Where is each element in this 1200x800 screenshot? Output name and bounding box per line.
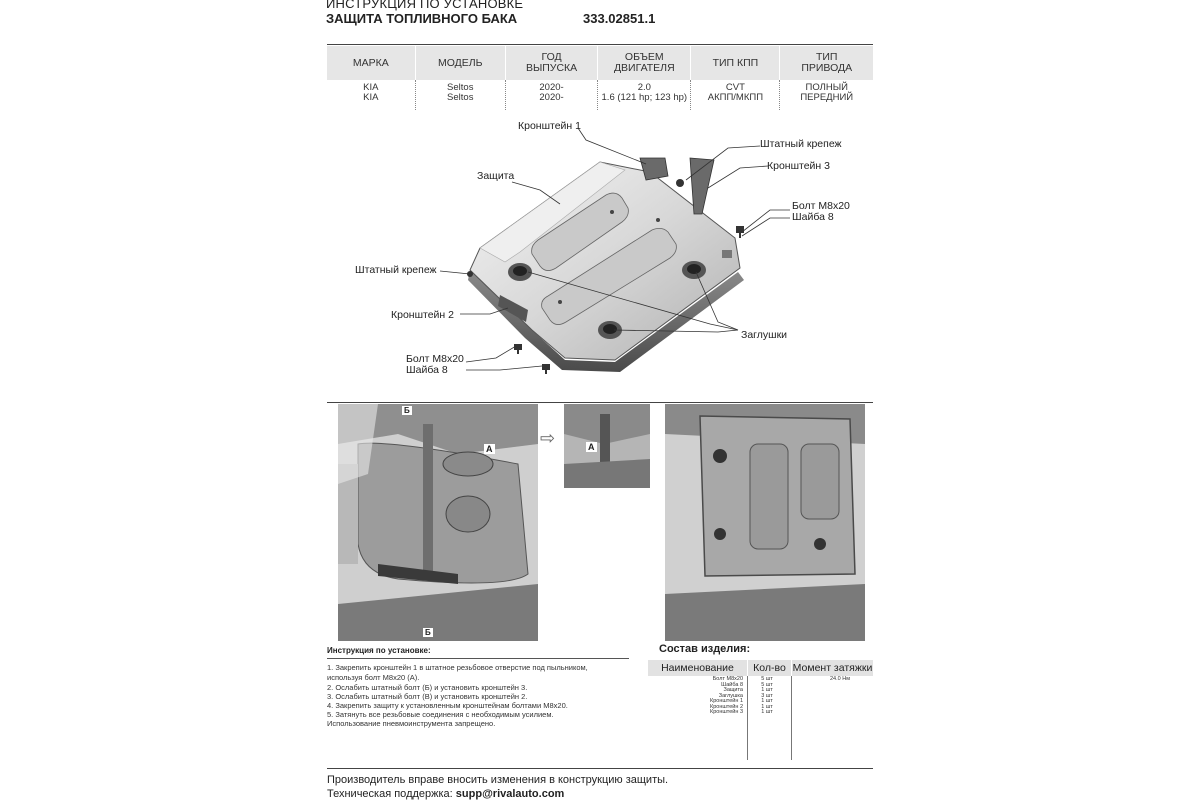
section-rule [327, 402, 873, 403]
label-washer-left: Шайба 8 [406, 364, 448, 376]
col-model-text: МОДЕЛЬ [437, 56, 483, 69]
composition-divider [747, 676, 748, 760]
composition-divider [791, 676, 792, 760]
composition-header-name: Наименование [648, 660, 747, 676]
instruction-step: 4. Закрепить защиту к установленным кронштейнам болтами М8х20. [327, 701, 568, 710]
fuel-tank-render [338, 404, 538, 641]
label-washer-right: Шайба 8 [792, 211, 834, 223]
cell-text: 2020- [539, 82, 564, 93]
instruction-step: Использование пневмоинструмента запрещено. [327, 719, 496, 728]
support-email-link[interactable]: supp@rivalauto.com [455, 788, 565, 800]
cell-text: KIA [363, 92, 379, 103]
instruction-step: 1. Закрепить кронштейн 1 в штатное резьбовое отверстие под пыльником, [327, 663, 588, 672]
instruction-step: используя болт М8х20 (А). [327, 673, 420, 682]
label-guard: Защита [477, 170, 515, 182]
std-mount-top [676, 179, 684, 187]
mount-hole [610, 210, 614, 214]
col-engine-text-2: ДВИГАТЕЛЯ [613, 62, 675, 74]
composition-item-qty: 1 шт [761, 698, 773, 704]
cell-text: Seltos [447, 92, 474, 103]
marker-a-main: А [486, 444, 493, 454]
col-engine-text-1: ОБЪЕМ [624, 51, 664, 63]
photo-fuel-tank [338, 404, 538, 641]
composition-item-name: Кронштейн 1 [710, 698, 743, 704]
label-std-mount-left: Штатный крепеж [355, 264, 437, 276]
article-number: 333.02851.1 [583, 11, 656, 26]
instructions-title: Инструкция по установке: [327, 646, 431, 655]
col-drive-text-2: ПРИВОДА [801, 62, 853, 74]
composition-item-qty: 1 шт [761, 687, 773, 693]
mount-hole [656, 218, 660, 222]
composition-header-torque: Момент затяжки [792, 662, 873, 674]
composition-item-qty: 3 шт [761, 692, 773, 699]
cell-text: 1.6 (121 hp; 123 hp) [601, 92, 688, 103]
col-drive-text-1: ТИП [815, 51, 838, 63]
composition-item-name: Кронштейн 2 [710, 703, 743, 710]
cell-text: CVT [725, 82, 745, 93]
cell-text: KIA [363, 82, 379, 93]
composition-title: Состав изделия: [659, 643, 751, 655]
label-bracket-1: Кронштейн 1 [518, 120, 581, 132]
label-bracket-3: Кронштейн 3 [767, 160, 830, 172]
mount-tab [722, 250, 732, 258]
bracket-3 [690, 158, 714, 214]
instruction-step: 2. Ослабить штатный болт (Б) и установить кронштейн 3. [327, 683, 528, 692]
composition-item-qty: 5 шт [761, 676, 773, 682]
detail-render [564, 404, 650, 488]
composition-item-name: Заглушка [718, 692, 743, 699]
cell-text: ПЕРЕДНИЙ [800, 92, 854, 103]
photo-installed-guard [665, 404, 865, 641]
composition-item-name: Болт М8х20 [712, 676, 743, 682]
marker-b-top: Б [404, 406, 410, 415]
cell-text: 2020- [539, 92, 564, 103]
cell-text: Seltos [447, 82, 474, 93]
composition-item-name: Шайба 8 [721, 681, 743, 688]
composition-item-name: Кронштейн 3 [710, 709, 743, 715]
composition-qtys [752, 677, 782, 716]
label-bracket-2: Кронштейн 2 [391, 309, 454, 321]
footer-rule [327, 768, 873, 769]
composition-item-qty: 1 шт [761, 703, 773, 710]
support-label: Техническая поддержка: [327, 788, 453, 800]
composition-item-qty: 5 шт [761, 681, 773, 688]
instructions-rule [327, 658, 629, 659]
doc-title-line1: ИНСТРУКЦИЯ ПО УСТАНОВКЕ [326, 0, 524, 11]
label-plugs: Заглушки [741, 329, 788, 341]
cell-text: АКПП/МКПП [707, 92, 764, 103]
composition-item-qty: 1 шт [761, 709, 773, 715]
marker-a-detail: А [588, 442, 595, 452]
col-gearbox-text: ТИП КПП [712, 56, 759, 69]
composition-torques [800, 677, 880, 683]
col-year-text-2: ВЫПУСКА [525, 62, 578, 74]
mount-hole [558, 300, 562, 304]
cell-text: ПОЛНЫЙ [805, 82, 848, 93]
plug-right [682, 261, 706, 279]
bolt-left-1 [514, 344, 522, 354]
composition-names [650, 677, 743, 716]
footer-notice: Производитель вправе вносить изменения в конструкцию защиты. [327, 774, 669, 786]
cell-text: 2.0 [637, 82, 651, 93]
marker-b-bottom: Б [425, 628, 431, 637]
bolt-right [736, 226, 744, 238]
col-brand-text: МАРКА [352, 56, 389, 69]
arrow-right-icon: ⇨ [540, 428, 556, 448]
composition-item-torque: 24.0 Нм [830, 676, 850, 682]
installed-guard-render [665, 404, 865, 641]
label-bolt-right: Болт М8х20 [792, 200, 850, 212]
label-std-mount-top: Штатный крепеж [760, 138, 842, 150]
label-bolt-left: Болт М8х20 [406, 353, 464, 365]
composition-item-name: Защита [723, 687, 743, 693]
composition-header-qty: Кол-во [748, 660, 791, 676]
doc-title-line2: ЗАЩИТА ТОПЛИВНОГО БАКА [326, 11, 518, 26]
bolt-left-2 [542, 364, 550, 374]
instruction-step: 5. Затянуть все резьбовые соединения с необходимым усилием. [327, 710, 554, 719]
col-year-text-1: ГОД [541, 51, 562, 63]
photo-detail-a [564, 404, 650, 488]
footer-support [327, 788, 564, 800]
instruction-step: 3. Ослабить штатный болт (В) и установить кронштейн 2. [327, 692, 528, 701]
